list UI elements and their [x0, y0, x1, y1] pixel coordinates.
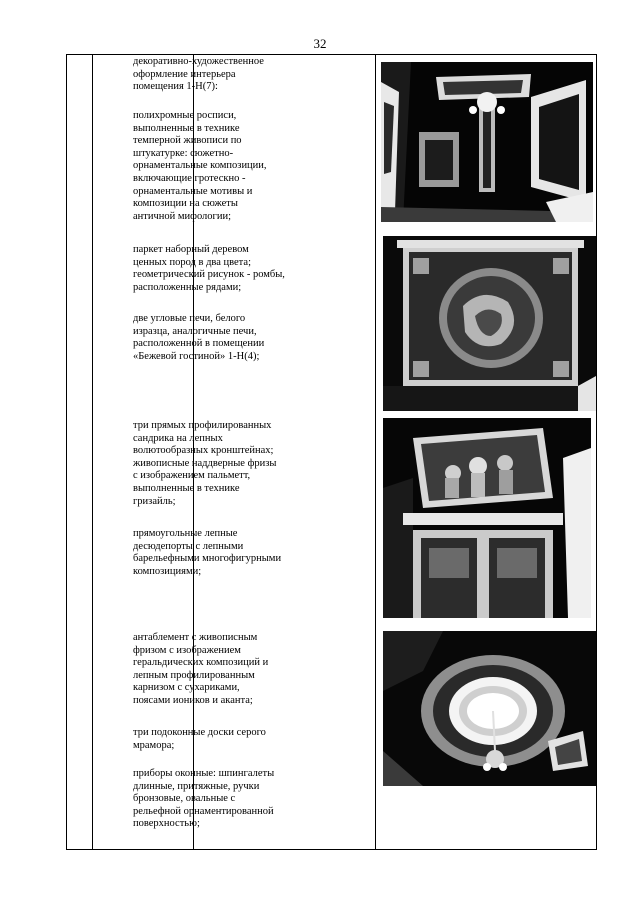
section-heading: декоративно-художественное оформление интерьера помещения 1-Н(7):	[133, 56, 264, 93]
paragraph-window-fittings: приборы оконные: шпингалеты длинные, притяжные, ручки бронзовые, овальные с рельефной орнаментированной поверхностью;	[133, 768, 275, 830]
paragraph-sandriks: три прямых профилированных сандрика на лепных волютообразных кронштейнах; живописные наддверные фризы с изображением пальметт, выполненные в технике гризайль;	[133, 420, 277, 507]
photo-overdoor-painting	[383, 418, 591, 618]
paragraph-overdoors: прямоугольные лепные десюдепорты с лепными барельефными многофигурными композициями;	[133, 528, 282, 577]
paragraph-parquet: паркет наборный деревом ценных пород в два цвета; геометрический рисунок - ромбы, расположенные рядами;	[133, 244, 285, 293]
photo-ceiling-rosette	[383, 631, 596, 786]
paragraph-murals: полихромные росписи, выполненные в технике темперной живописи по штукатурке: сюжетно- орнаментальные композиции, включающие гротескно - орнаментальные мотивы и композиции на сюжеты античной мифологии;	[133, 110, 267, 222]
page-number: 32	[313, 36, 327, 51]
column-divider	[375, 55, 376, 849]
photo-stove-tile	[383, 236, 596, 411]
paragraph-stoves: две угловые печи, белого изразца, аналогичные печи, расположенной в помещении «Бежевой гостиной» 1-Н(4);	[133, 313, 265, 362]
paragraph-windowsills: три подоконные доски серого мрамора;	[133, 727, 266, 751]
photo-interior-murals	[381, 62, 593, 222]
column-divider	[92, 55, 93, 849]
paragraph-entablature: антаблемент с живописным фризом с изображением геральдических композиций и лепным профилированным карнизом с сухариками, поясами иоников и аканта;	[133, 632, 269, 706]
